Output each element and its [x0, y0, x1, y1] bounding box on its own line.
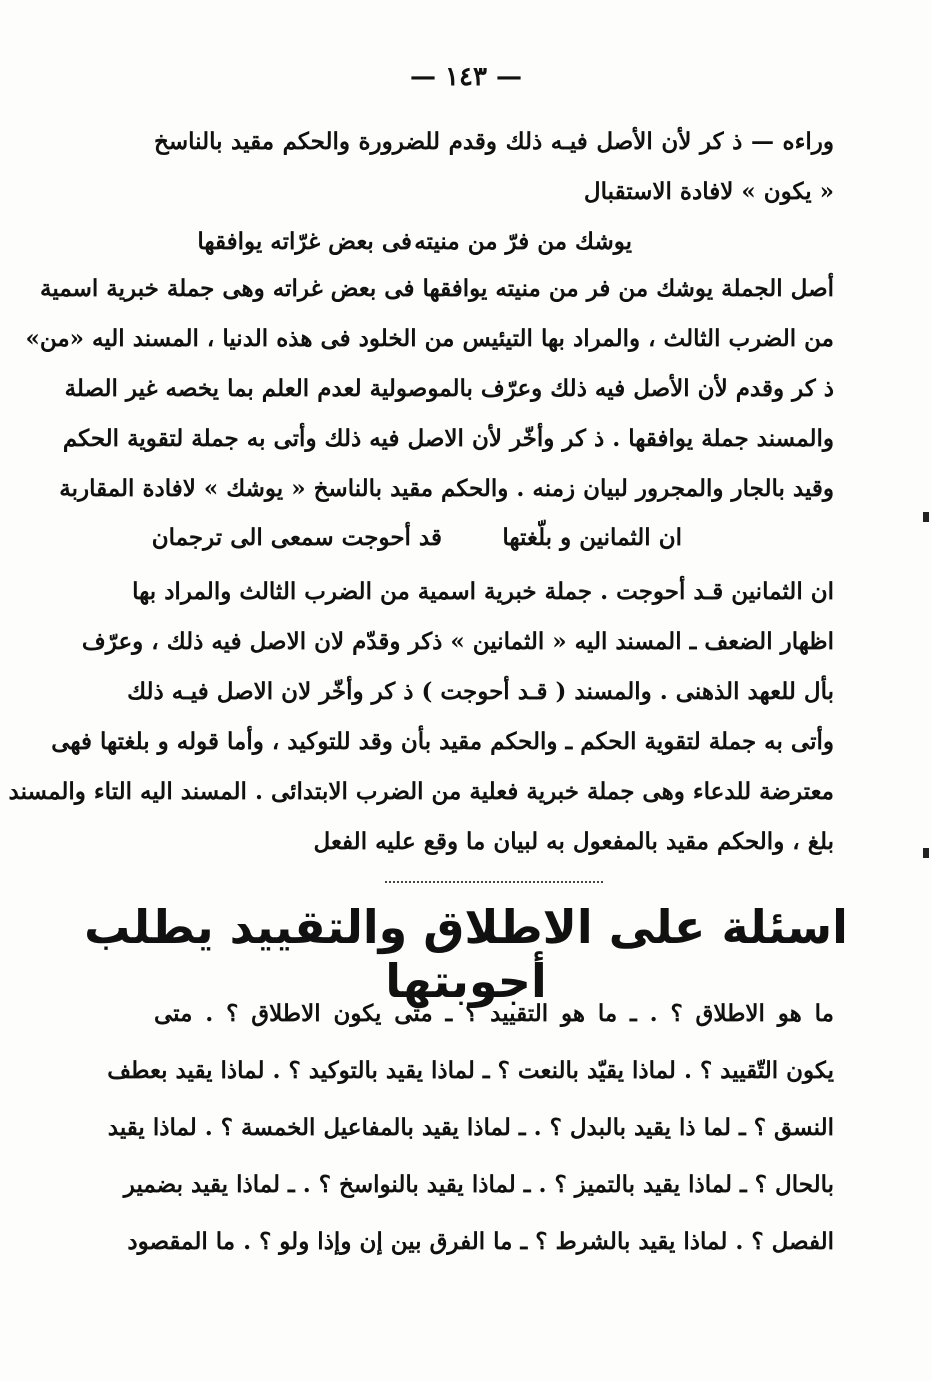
text-line: معترضة للدعاء وهى جملة خبرية فعلية من الضرب الابتدائى . المسند اليه التاء والمسند [8, 778, 834, 805]
text-line: وقيد بالجار والمجرور لبيان زمنه . والحكم مقيد بالناسخ « يوشك » لافادة المقاربة [59, 475, 834, 502]
question-line: ما هو الاطلاق ؟ . ـ ما هو التقييد ؟ ـ متى يكون الاطلاق ؟ . متى [154, 1000, 834, 1027]
text-line: بلغ ، والحكم مقيد بالمفعول به لبيان ما وقع عليه الفعل [313, 828, 834, 855]
verse-hemistich-left: قد أحوجت سمعى الى ترجمان [151, 524, 442, 551]
margin-mark [923, 848, 929, 858]
page-number: — ١٤٣ — [409, 62, 523, 92]
text-line: من الضرب الثالث ، والمراد بها التيئيس من الخلود فى هذه الدنيا ، المسند اليه «من» [25, 325, 834, 352]
question-line: يكون التّقييد ؟ . لماذا يقيّد بالنعت ؟ ـ لماذا يقيد بالتوكيد ؟ . لماذا يقيد بعطف [107, 1057, 834, 1084]
text-line: بأل للعهد الذهنى . والمسند ( قـد أحوجت ) ذ كر وأخّر لان الاصل فيـه ذلك [127, 678, 834, 705]
text-line: والمسند جملة يوافقها . ذ كر وأخّر لأن الاصل فيه ذلك وأتى به جملة لتقوية الحكم [62, 425, 834, 452]
text-line: ذ كر وقدم لأن الأصل فيه ذلك وعرّف بالموصولية لعدم العلم بما يخصه غير الصلة [64, 375, 834, 402]
section-divider [385, 881, 603, 883]
text-line: ان الثمانين قـد أحوجت . جملة خبرية اسمية من الضرب الثالث والمراد بها [132, 578, 834, 605]
question-line: النسق ؟ ـ لما ذا يقيد بالبدل ؟ . ـ لماذا يقيد بالمفاعيل الخمسة ؟ . لماذا يقيد [107, 1114, 834, 1141]
text-line: وأتى به جملة لتقوية الحكم ـ والحكم مقيد بأن وقد للتوكيد ، وأما قوله و بلغتها فهى [51, 728, 834, 755]
question-line: بالحال ؟ ـ لماذا يقيد بالتميز ؟ . ـ لماذا يقيد بالنواسخ ؟ . ـ لماذا يقيد بضمير [123, 1171, 834, 1198]
question-line: الفصل ؟ . لماذا يقيد بالشرط ؟ ـ ما الفرق بين إن وإذا ولو ؟ . ما المقصود [127, 1228, 834, 1255]
verse-hemistich-right: يوشك من فرّ من منيته [414, 228, 632, 255]
section-heading: اسئلة على الاطلاق والتقييد يطلب أجوبتها [84, 900, 848, 1008]
text-line: اظهار الضعف ـ المسند اليه « الثمانين » ذكر وقدّم لان الاصل فيه ذلك ، وعرّف [81, 628, 834, 655]
verse-hemistich-left: فى بعض غرّاته يوافقها [197, 228, 412, 255]
verse-hemistich-right: ان الثمانين و بلّغتها [502, 524, 682, 551]
text-line: وراءه — ذ كر لأن الأصل فيـه ذلك وقدم للضرورة والحكم مقيد بالناسخ [154, 128, 834, 155]
text-line: « يكون » لافادة الاستقبال [583, 178, 834, 205]
margin-mark [923, 512, 929, 522]
text-line: أصل الجملة يوشك من فر من منيته يوافقها فى بعض غراته وهى جملة خبرية اسمية [40, 275, 834, 302]
